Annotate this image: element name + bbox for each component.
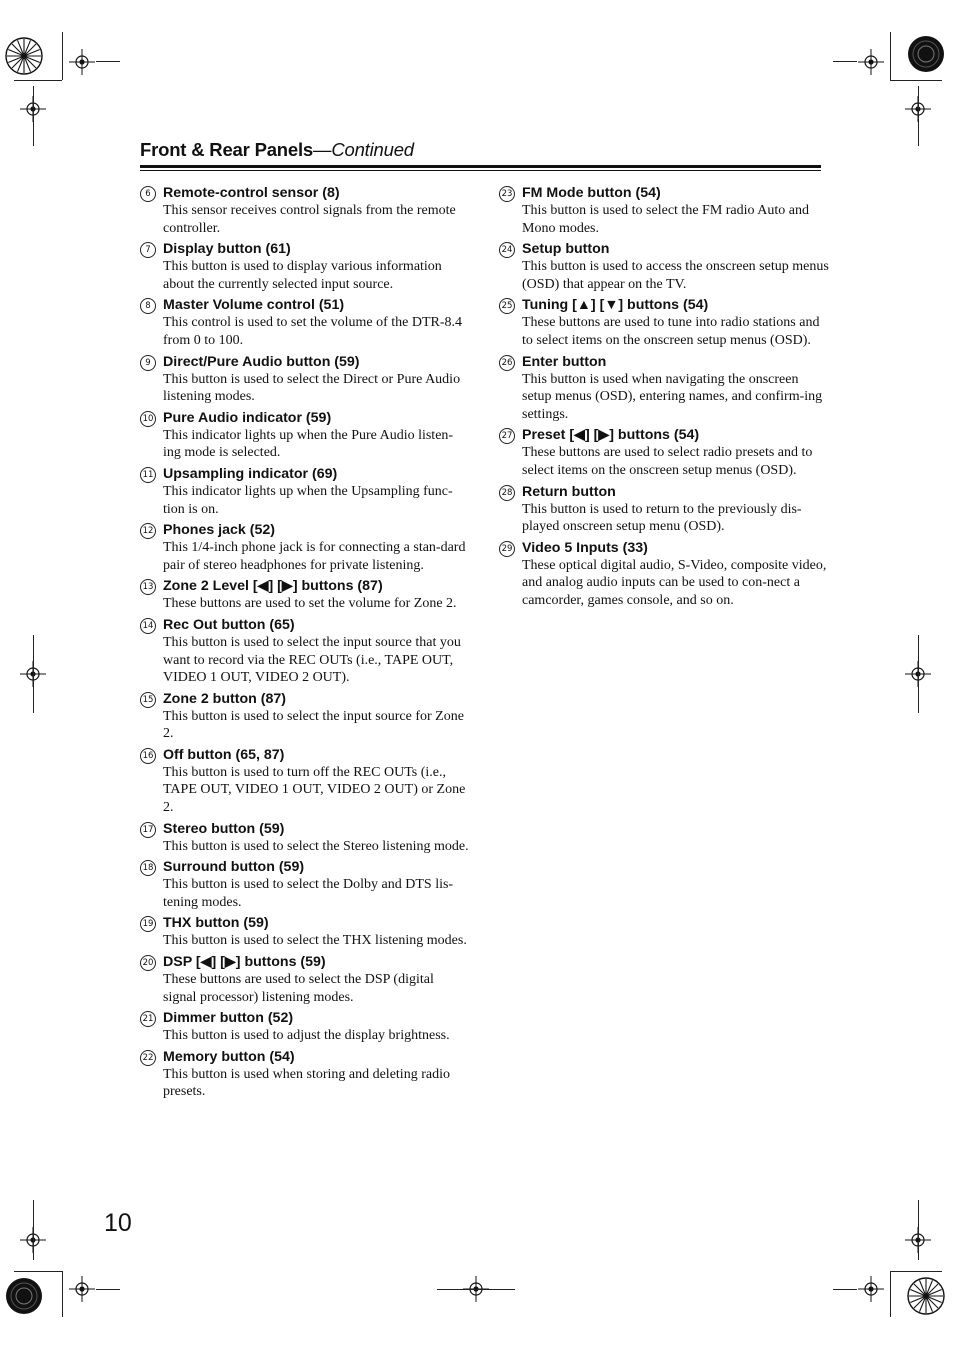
item-number-badge: 29 (499, 541, 515, 557)
item-description: This button is used when navigating the onscreen setup menus (OSD), entering names, and confirm-ing settings. (522, 371, 823, 422)
item-title: Upsampling indicator (69) (163, 465, 338, 482)
registration-crosshair (858, 49, 884, 75)
header-rule (140, 165, 821, 168)
item-title: Direct/Pure Audio button (59) (163, 353, 360, 370)
panel-item-entry (499, 426, 829, 479)
panel-item-entry (140, 858, 470, 911)
item-title: Pure Audio indicator (59) (163, 409, 332, 426)
panel-item-entry (140, 240, 470, 293)
panel-item-entry (140, 353, 470, 406)
item-title: Surround button (59) (163, 859, 305, 876)
item-number-badge: 18 (140, 860, 156, 876)
item-number-badge: 26 (499, 355, 515, 371)
registration-crosshair (69, 49, 95, 75)
item-title: Memory button (54) (163, 1048, 295, 1065)
panel-item-entry (140, 953, 470, 1006)
item-title: FM Mode button (54) (522, 185, 661, 201)
item-title: Stereo button (59) (163, 820, 285, 837)
panel-item-entry (140, 409, 470, 462)
page-title (140, 139, 821, 161)
panel-item-entry (140, 820, 470, 856)
panel-item-entry (499, 353, 829, 424)
item-description: This button is used to display various information about the currently selected input source. (163, 259, 442, 292)
item-description: This control is used to set the volume of the DTR-8.4 from 0 to 100. (163, 315, 463, 348)
sunburst-mark (4, 36, 44, 76)
section-title: Front & Rear Panels (140, 139, 314, 160)
panel-item-entry (140, 1048, 470, 1101)
page-number: 10 (104, 1209, 132, 1237)
item-description: This button is used to adjust the display brightness. (163, 1028, 450, 1044)
item-title: Tuning [▲] [▼] buttons (54) (522, 297, 709, 314)
item-description: This button is used to select the THX listening modes. (163, 933, 467, 949)
item-description: These buttons are used to select radio presets and to select items on the onscreen setup menus (OSD). (522, 445, 813, 478)
panel-item-entry (140, 521, 470, 574)
registration-crosshair (858, 1276, 884, 1302)
item-number-badge: 17 (140, 822, 156, 838)
item-number-badge: 6 (140, 186, 156, 202)
registration-crosshair (69, 1276, 95, 1302)
item-title: Dimmer button (52) (163, 1010, 294, 1027)
item-number-badge: 28 (499, 485, 515, 501)
panel-item-entry (140, 1009, 470, 1045)
panel-item-entry (140, 296, 470, 349)
item-title: Display button (61) (163, 241, 291, 258)
item-description: This indicator lights up when the Pure Audio listen-ing mode is selected. (163, 427, 454, 461)
item-number-badge: 7 (140, 242, 156, 258)
item-description: These optical digital audio, S-Video, composite video, and analog audio inputs can be used to con-nect a camcorder, games console, and so on. (522, 557, 827, 608)
panel-item-entry (140, 184, 470, 237)
item-description: This button is used to select the Direct or Pure Audio listening modes. (163, 371, 461, 405)
panel-item-entry (499, 539, 829, 610)
item-number-badge: 22 (140, 1050, 156, 1066)
item-description: These buttons are used to set the volume for Zone 2. (163, 596, 457, 612)
item-number-badge: 14 (140, 618, 156, 634)
item-number-badge: 27 (499, 428, 515, 444)
item-number-badge: 8 (140, 298, 156, 314)
sunburst-mark (906, 1276, 946, 1316)
item-description: This button is used to select the Dolby and DTS lis-tening modes. (163, 877, 454, 910)
item-number-badge: 25 (499, 298, 515, 314)
item-title: Remote-control sensor (8) (163, 185, 340, 201)
panel-item-entry (140, 577, 470, 613)
item-description: This button is used to select the FM radio Auto and Mono modes. (522, 203, 809, 236)
item-description: This button is used to access the onscreen setup menus (OSD) that appear on the TV. (522, 259, 829, 292)
item-number-badge: 24 (499, 242, 515, 258)
item-number-badge: 15 (140, 692, 156, 708)
panel-item-entry (499, 184, 829, 237)
item-number-badge: 10 (140, 411, 156, 427)
item-number-badge: 20 (140, 955, 156, 971)
item-number-badge: 13 (140, 579, 156, 595)
registration-dot-mark (906, 34, 946, 74)
item-title: Setup button (522, 241, 610, 258)
item-description: This button is used to turn off the REC OUTs (i.e., TAPE OUT, VIDEO 1 OUT, VIDEO 2 OUT) or Zone 2. (163, 764, 466, 816)
item-title: Zone 2 button (87) (163, 690, 286, 707)
item-description: These buttons are used to select the DSP (digital signal processor) listening modes. (163, 972, 434, 1005)
item-number-badge: 23 (499, 186, 515, 202)
panel-item-entry (499, 483, 829, 536)
item-description: These buttons are used to tune into radio stations and to select items on the onscreen setup menus (OSD). (522, 315, 820, 348)
page-header (140, 139, 821, 161)
item-number-badge: 16 (140, 748, 156, 764)
item-title: Enter button (522, 353, 607, 370)
item-title: THX button (59) (163, 915, 269, 932)
item-number-badge: 12 (140, 523, 156, 539)
item-title: Video 5 Inputs (33) (522, 539, 648, 556)
item-title: Off button (65, 87) (163, 746, 285, 763)
item-title: DSP [◀] [▶] buttons (59) (163, 954, 326, 971)
panel-item-entry (140, 690, 470, 743)
item-description: This 1/4-inch phone jack is for connecting a stan-dard pair of stereo headphones for private listening. (163, 540, 466, 573)
item-title: Master Volume control (51) (163, 297, 345, 314)
panel-item-entry (140, 914, 470, 950)
item-description: This button is used to select the Stereo listening mode. (163, 838, 469, 854)
item-number-badge: 11 (140, 467, 156, 483)
item-title: Rec Out button (65) (163, 616, 295, 633)
panel-item-entry (499, 296, 829, 349)
item-title: Zone 2 Level [◀] [▶] buttons (87) (163, 578, 383, 595)
right-column (499, 184, 829, 613)
item-number-badge: 21 (140, 1011, 156, 1027)
panel-item-entry (140, 746, 470, 817)
item-description: This button is used when storing and deleting radio presets. (163, 1066, 450, 1100)
continued-label: —Continued (313, 139, 414, 160)
panel-item-entry (499, 240, 829, 293)
item-title: Return button (522, 483, 616, 500)
panel-item-entry (140, 465, 470, 518)
item-title: Phones jack (52) (163, 522, 275, 539)
panel-item-entry (140, 616, 470, 687)
item-description: This indicator lights up when the Upsampling func-tion is on. (163, 483, 453, 517)
item-number-badge: 19 (140, 916, 156, 932)
header-rule-thin (140, 170, 821, 171)
item-title: Preset [◀] [▶] buttons (54) (522, 427, 700, 444)
item-description: This sensor receives control signals from the remote controller. (163, 203, 456, 236)
item-description: This button is used to select the input source that you want to record via the REC OUTs (i.e., TAPE OUT, VIDEO 1 OUT, VIDEO 2 OUT). (163, 634, 461, 686)
item-description: This button is used to select the input source for Zone 2. (163, 708, 464, 742)
registration-dot-mark (4, 1276, 44, 1316)
item-description: This button is used to return to the previously dis-played onscreen setup menu (OSD). (522, 501, 802, 535)
left-column (140, 184, 470, 1104)
item-number-badge: 9 (140, 355, 156, 371)
